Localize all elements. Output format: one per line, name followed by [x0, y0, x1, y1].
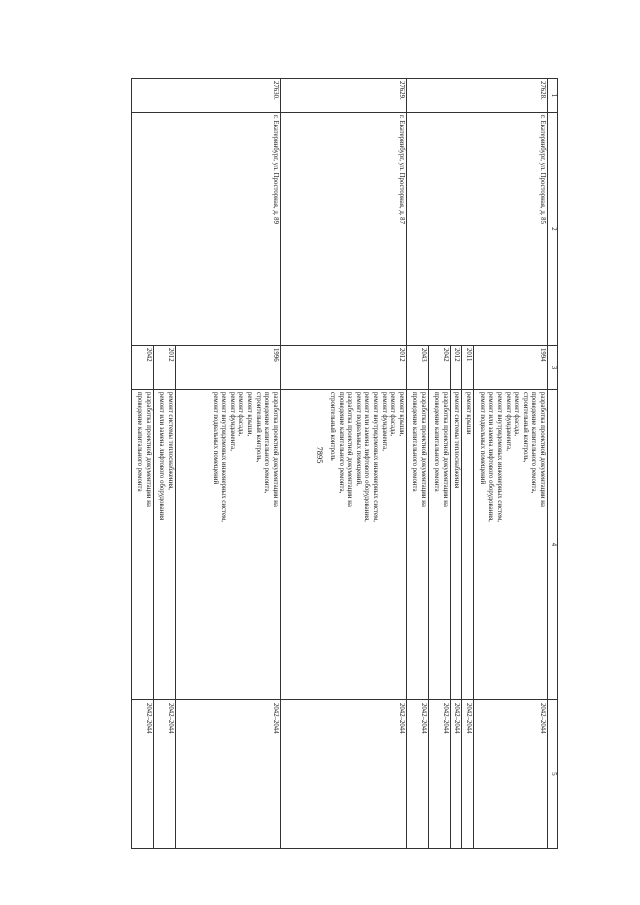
works-cell: разработка проектной документации на проведение капитального ремонта — [406, 390, 428, 700]
building-address: г. Екатеринбург, ул. Просторная, д. 89 — [131, 113, 280, 346]
period-cell: 2042–2044 — [406, 700, 428, 849]
table-row — [474, 79, 548, 849]
period-cell: 2042–2044 — [462, 700, 474, 849]
period-cell: 2042–2044 — [428, 700, 450, 849]
works-cell: разработка проектной документации на проведение капитального ремонта, строительный контроль, ремонт крыши, ремонт фасада, ремонт фундамента, ремонт внутридомовых инженерных систем, ремонт подвальных помещений — [175, 390, 280, 700]
record-number: 27629. — [280, 79, 406, 113]
record-number: 27628. — [406, 79, 547, 113]
column-header-4: 4 — [548, 390, 558, 700]
works-cell: ремонт системы теплоснабжения, ремонт или замена лифтового оборудования — [153, 390, 175, 700]
header-row — [548, 79, 558, 849]
column-header-3: 3 — [548, 346, 558, 390]
rotated-table-container — [85, 78, 558, 848]
year-cell: 2012 — [280, 346, 406, 390]
column-header-5: 5 — [548, 700, 558, 849]
table-row — [280, 79, 406, 849]
column-header-1: 1 — [548, 79, 558, 113]
period-cell: 2042–2044 — [280, 700, 406, 849]
works-cell: разработка проектной документации на проведение капитального ремонта — [428, 390, 450, 700]
column-header-2: 2 — [548, 113, 558, 346]
works-cell: разработка проектной документации на проведение капитального ремонта — [131, 390, 153, 700]
building-address: г. Екатеринбург, ул. Просторная, д. 85 — [406, 113, 547, 346]
period-cell: 2042–2044 — [474, 700, 548, 849]
year-cell: 1996 — [175, 346, 280, 390]
table-row — [175, 79, 280, 849]
building-address: г. Екатеринбург, ул. Просторная, д. 87 — [280, 113, 406, 346]
works-cell: ремонт крыши, ремонт фасада, ремонт фундамента, ремонт внутридомовых инженерных систем, ремонт или замена лифтового оборудования, ремонт подвальных помещений, разработка проектной документации на проведение капитального ремонта, строительный контроль — [280, 390, 406, 700]
year-cell: 1994 — [474, 346, 548, 390]
year-cell: 2042 — [428, 346, 450, 390]
year-cell: 2043 — [406, 346, 428, 390]
year-cell: 2012 — [450, 346, 462, 390]
period-cell: 2042–2044 — [450, 700, 462, 849]
record-number: 27630. — [131, 79, 280, 113]
year-cell: 2011 — [462, 346, 474, 390]
period-cell: 2042–2044 — [153, 700, 175, 849]
works-cell: ремонт системы теплоснабжения — [450, 390, 462, 700]
period-cell: 2042–2044 — [131, 700, 153, 849]
repair-schedule-table — [131, 78, 558, 849]
works-cell: ремонт крыши — [462, 390, 474, 700]
page-number: 7895 — [315, 446, 325, 464]
period-cell: 2042–2044 — [175, 700, 280, 849]
year-cell: 2042 — [131, 346, 153, 390]
year-cell: 2012 — [153, 346, 175, 390]
works-cell: разработка проектной документации на проведение капитального ремонта, строительный контроль, ремонт фасада, ремонт фундамента, ремонт внутридомовых инженерных систем, ремонт или замена лифтового оборудования, ремонт подвальных помещений — [474, 390, 548, 700]
